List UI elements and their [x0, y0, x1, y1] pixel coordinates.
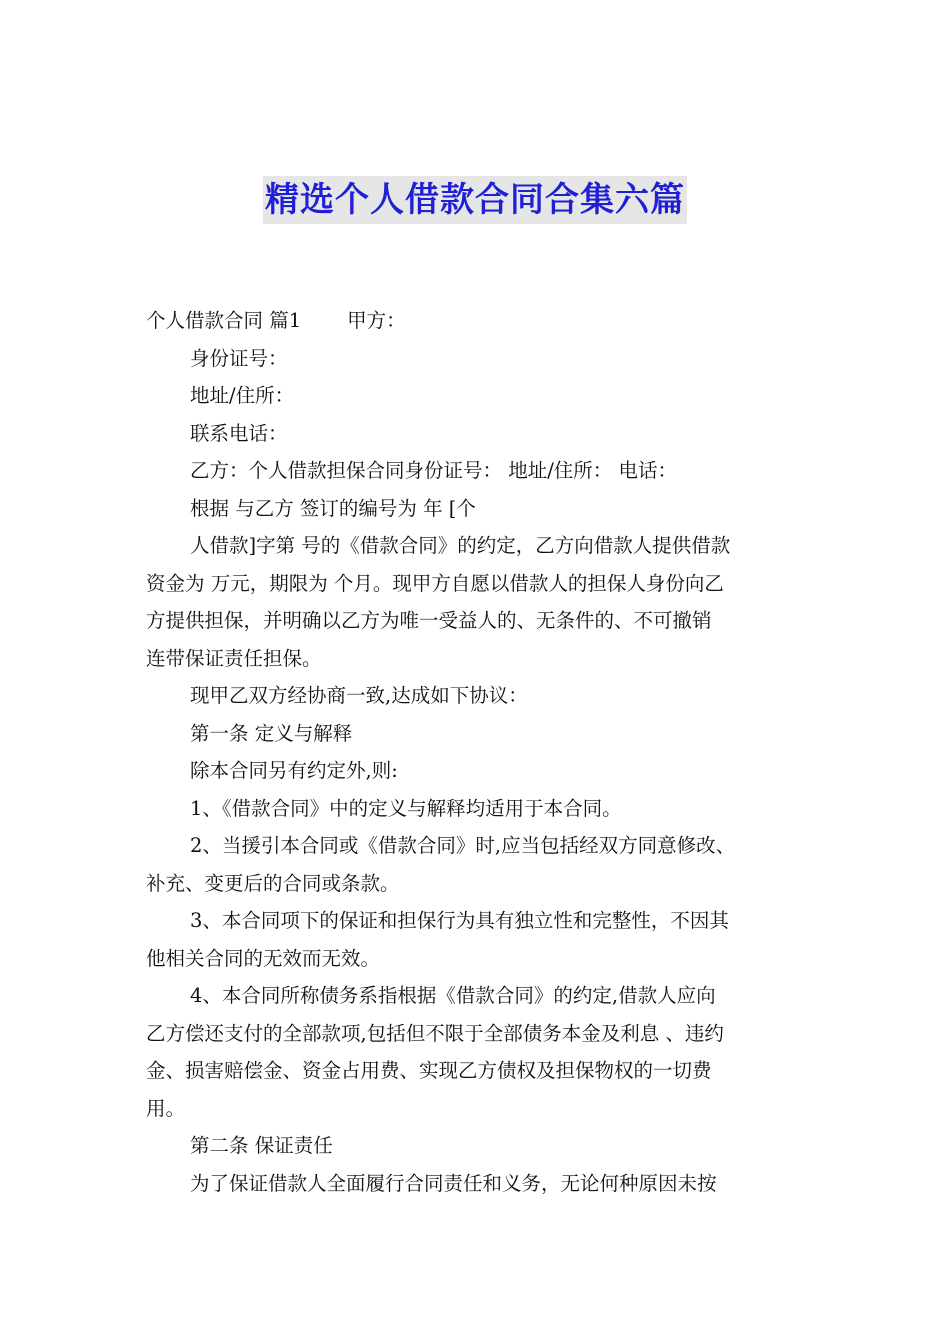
text-line: 连带保证责任担保。 [146, 646, 322, 670]
text-line: 资金为 万元，期限为 个月。现甲方自愿以借款人的担保人身份向乙 [146, 571, 724, 595]
text-line: 金、损害赔偿金、资金占用费、实现乙方债权及担保物权的一切费 [146, 1059, 712, 1082]
contract-heading [146, 302, 836, 340]
text-line: 2、当援引本合同或《借款合同》时,应当包括经双方同意修改、 [190, 834, 736, 857]
text-line: 人借款]字第 号的《借款合同》的约定，乙方向借款人提供借款 [190, 534, 731, 557]
text-line: 第一条 定义与解释 [190, 721, 353, 745]
text-line: 为了保证借款人全面履行合同责任和义务，无论何种原因未按 [190, 1171, 717, 1195]
party-a-label: 甲方： [347, 309, 406, 332]
text-line: 联系电话： [190, 421, 288, 445]
text-line: 乙方偿还支付的全部款项,包括但不限于全部债务本金及利息 、违约 [146, 1021, 724, 1045]
document-title: 精选个人借款合同合集六篇 [263, 176, 687, 224]
contract-heading-label: 个人借款合同 篇1 [146, 309, 302, 332]
text-line: 除本合同另有约定外,则: [190, 759, 398, 782]
text-line: 用。 [146, 1096, 186, 1120]
text-line: 补充、变更后的合同或条款。 [146, 871, 400, 895]
text-line: 1、《借款合同》中的定义与解释均适用于本合同。 [190, 796, 622, 820]
text-line: 根据 与乙方 签订的编号为 年 [个 [190, 496, 476, 520]
document-body [146, 302, 836, 1202]
text-line: 乙方：个人借款担保合同身份证号： 地址/住所： 电话： [190, 459, 677, 482]
text-line: 现甲乙双方经协商一致,达成如下协议： [190, 684, 528, 707]
text-line: 方提供担保，并明确以乙方为唯一受益人的、无条件的、不可撤销 [146, 609, 712, 632]
text-line: 第二条 保证责任 [190, 1134, 333, 1157]
text-line: 地址/住所： [190, 384, 295, 407]
text-line: 4、本合同所称债务系指根据《借款合同》的约定,借款人应向 [190, 984, 716, 1007]
text-line: 他相关合同的无效而无效。 [146, 946, 381, 970]
text-line: 身份证号： [190, 346, 288, 370]
text-line: 3、本合同项下的保证和担保行为具有独立性和完整性，不因其 [190, 909, 729, 932]
document-title-wrap [0, 176, 950, 230]
